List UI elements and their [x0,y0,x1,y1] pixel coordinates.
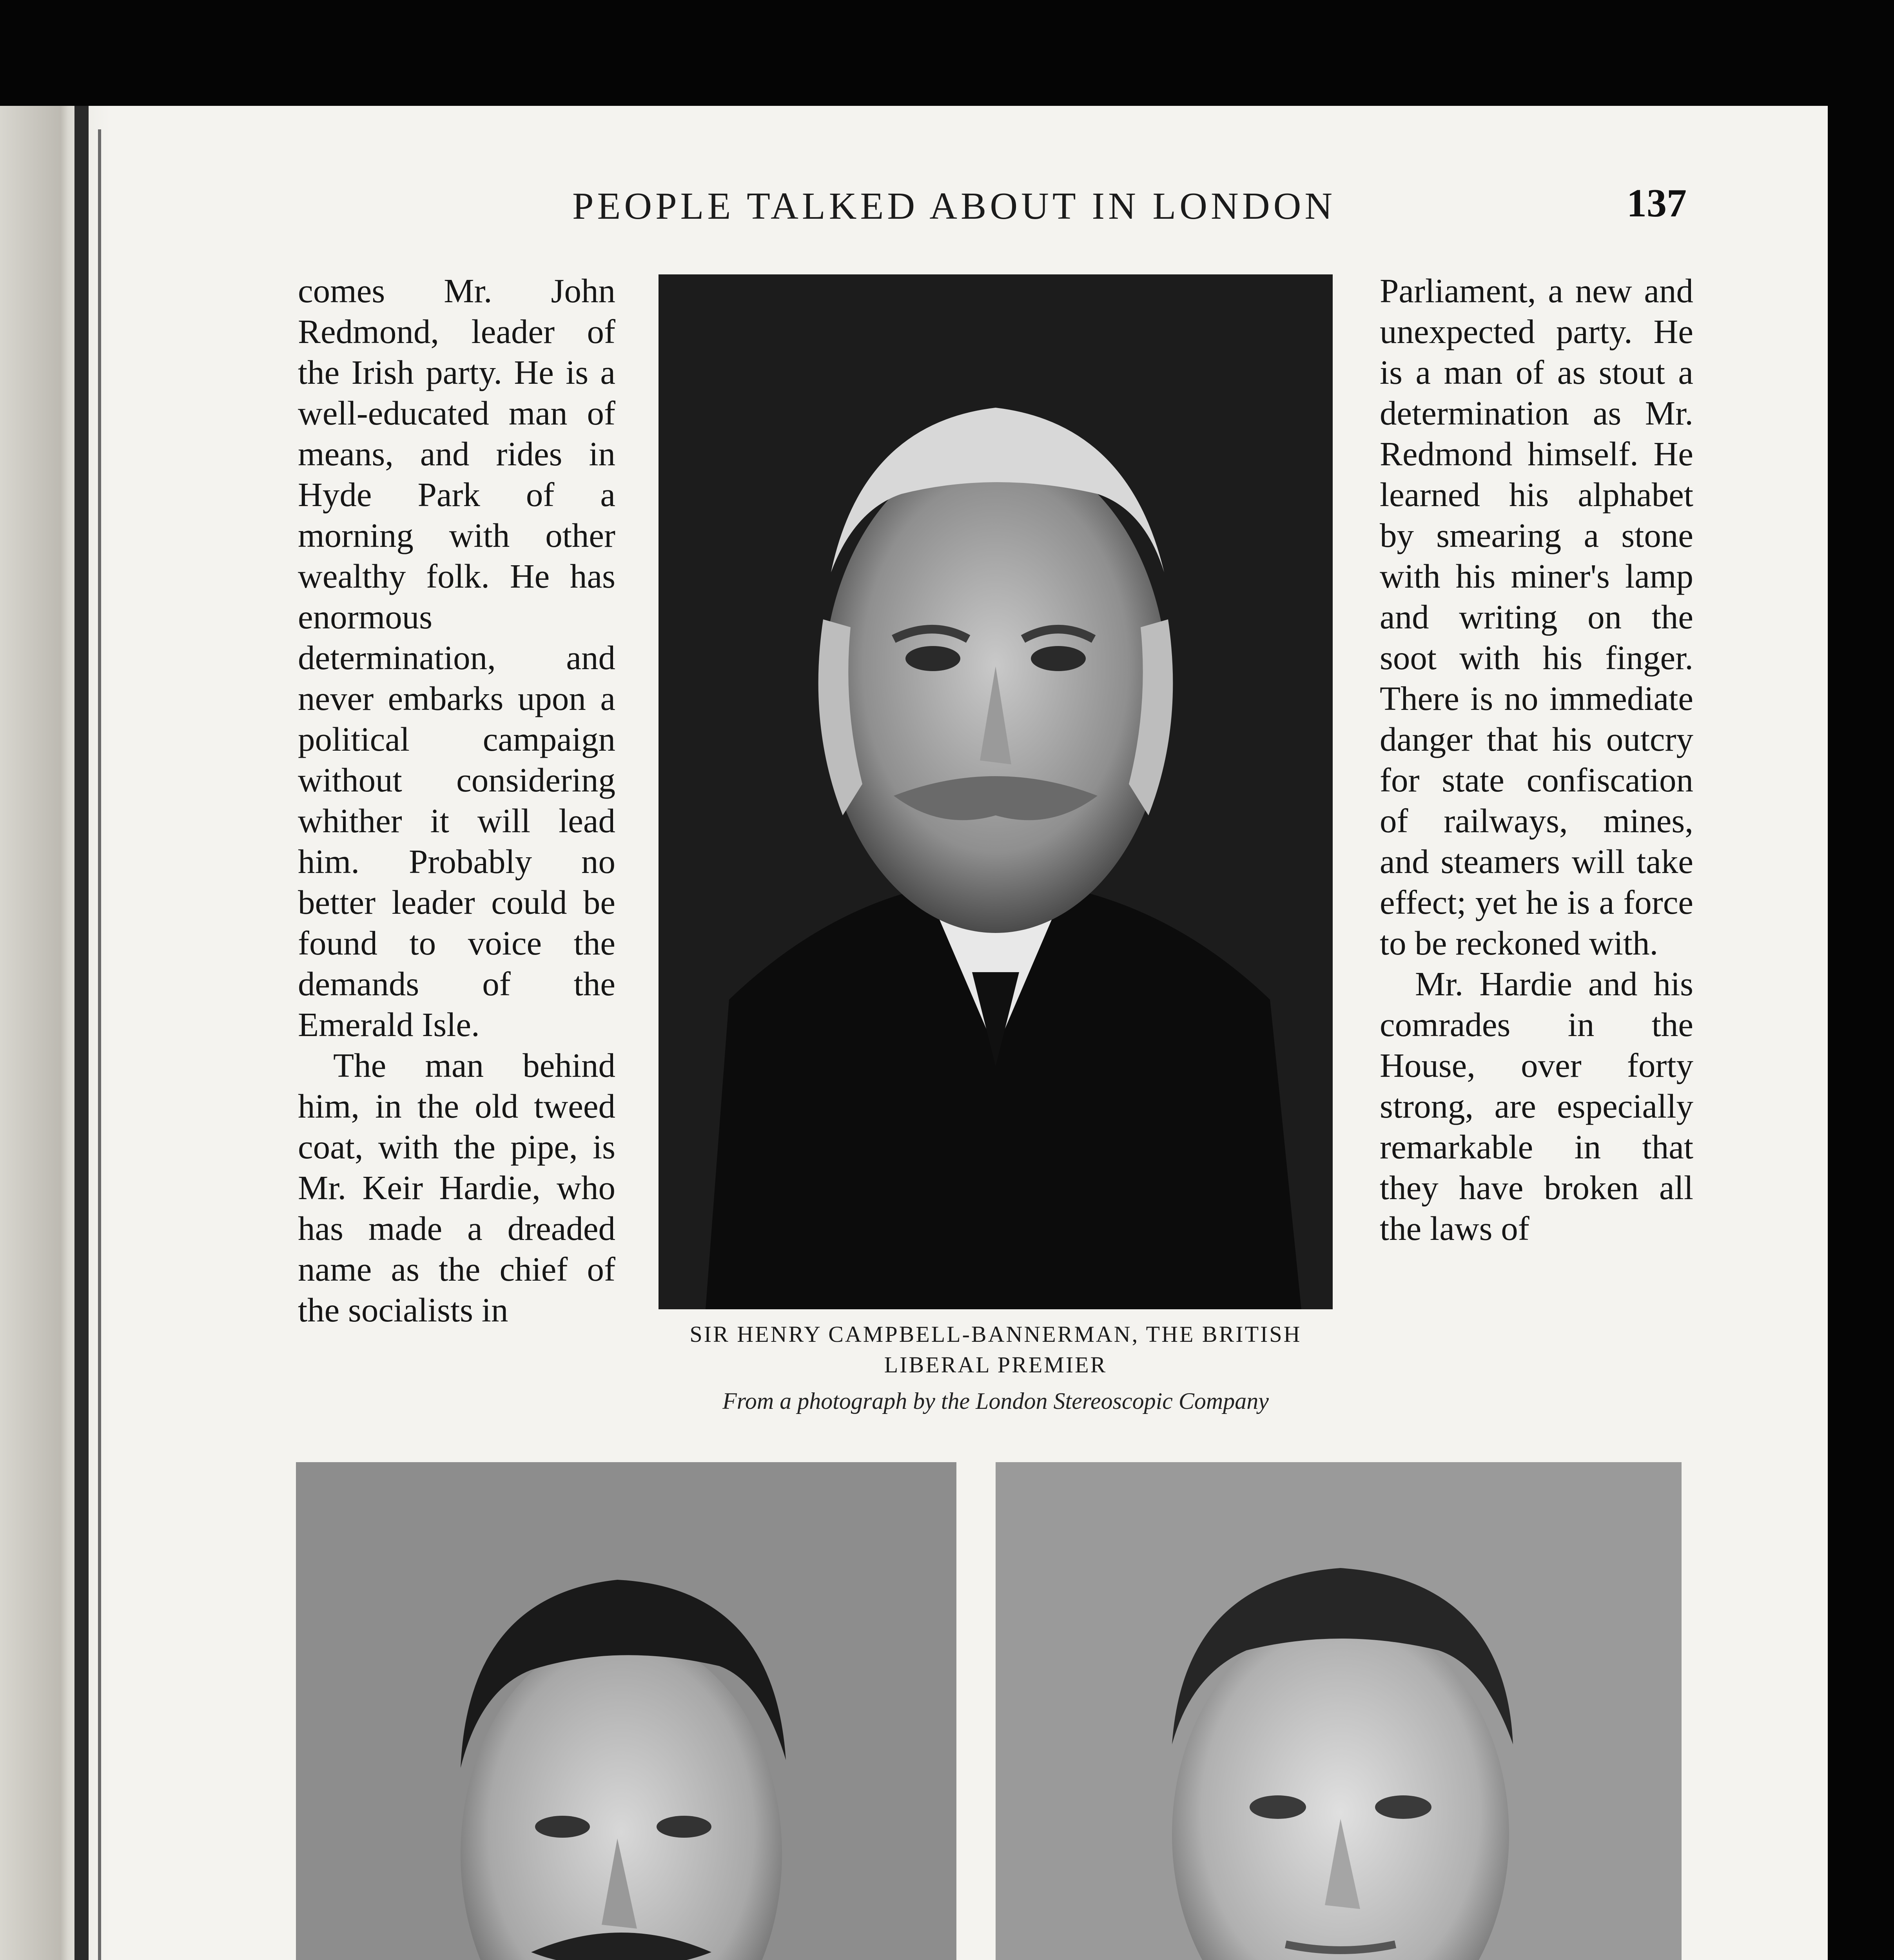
binding-shadow [74,106,89,1960]
running-head: PEOPLE TALKED ABOUT IN LONDON [572,185,1336,227]
portrait-john-redmond [296,1462,956,1960]
caption-campbell-bannerman: SIR HENRY CAMPBELL-BANNERMAN, THE BRITISH LIBERAL PREMIER [689,1321,1302,1377]
binding-edge [98,129,101,1960]
right-paragraph-1: Parliament, a new and unexpected party. He is a man of as stout a determination as Mr. Redmond himself. He learned his alphabet by smearing a stone with his miner's lamp and writing on the soot with his finger. There is no immediate danger that his outcry for state confiscation of railways, mines, and steamers will take effect; yet he is a force to be reckoned with. [1380,272,1693,962]
page-binding [0,106,110,1960]
right-text-column [1380,270,1693,1443]
page-number: 137 [1627,181,1687,225]
right-paragraph-2: Mr. Hardie and his comrades in the House, over forty strong, are especially remarkable in that they have broken all the laws of [1380,965,1693,1247]
left-paragraph-2: The man behind him, in the old tweed coat, with the pipe, is Mr. Keir Hardie, who has made a dreaded name as the chief of the socialists in [298,1046,615,1329]
portrait-lord-rosebery [996,1462,1682,1960]
credit-campbell-bannerman: From a photograph by the London Stereoscopic Company [722,1388,1269,1414]
left-paragraph-1: comes Mr. John Redmond, leader of the Irish party. He is a well-educated man of means, and rides in Hyde Park of a morning with other wealthy folk. He has enormous determination, and never embarks upon a political campaign without considering whither it will lead him. Probably no better leader could be found to voice the demands of the Emerald Isle. [298,272,615,1044]
left-text-column [298,270,615,1443]
portrait-campbell-bannerman [659,274,1333,1309]
